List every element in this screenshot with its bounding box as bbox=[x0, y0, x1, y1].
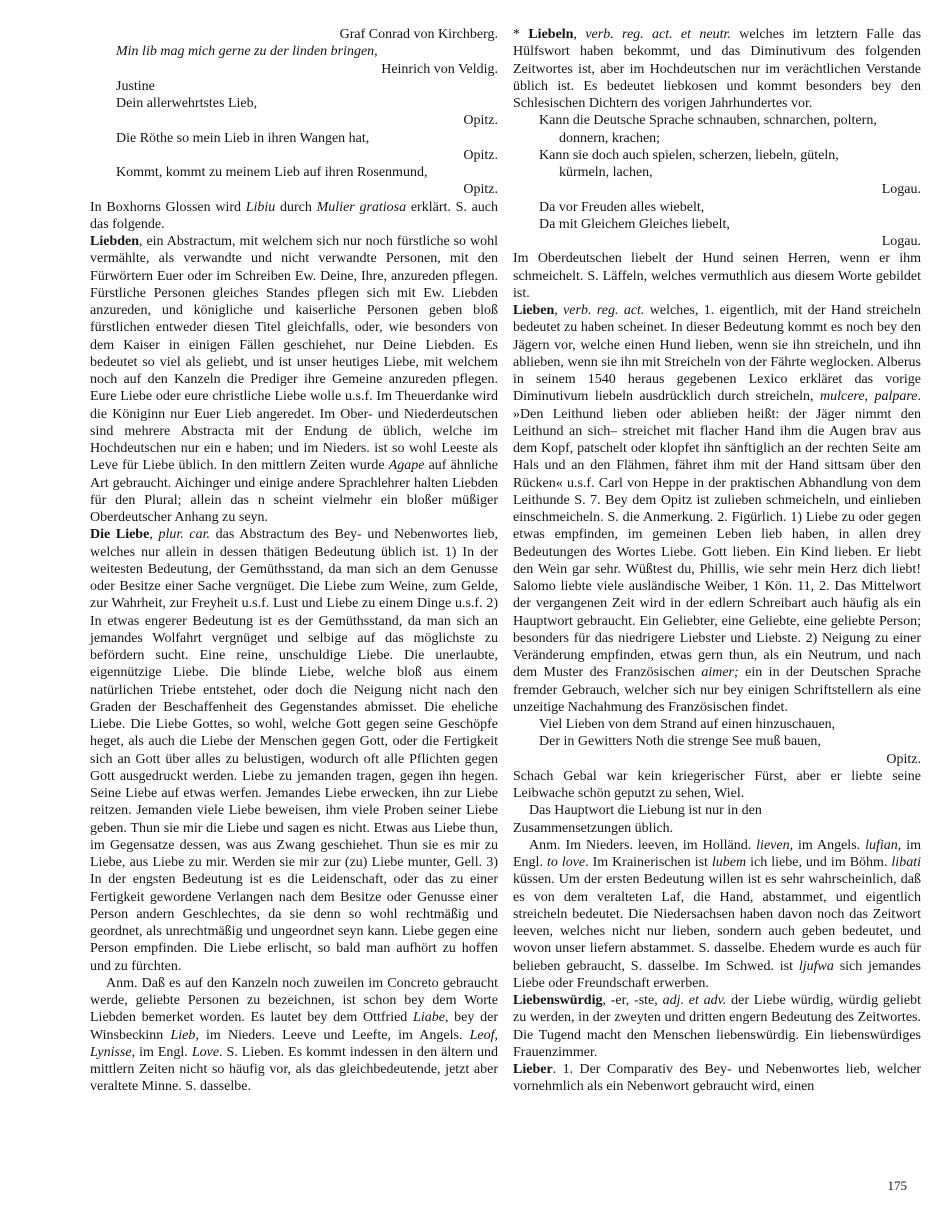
verse-line: Die Röthe so mein Lieb in ihren Wangen hat, bbox=[116, 130, 370, 146]
text-segment: küssen. Um der ersten Bedeutung willen ist es sehr wahrscheinlich, daß es von dem veralteten Laf, die Hand, abstammet, und eigentlich streicheln bedeutet. Die Niedersachsen haben davon noch das Zeitwort leeven, welches nicht nur lieben, sondern auch geben bedeutet, und wovon unser liefern abstammet. S. dasselbe. Ehedem wurde es auch für belieben gebraucht, S. dasselbe. Im Schwed. ist bbox=[513, 872, 921, 974]
verse-line: donnern, krachen; bbox=[559, 130, 661, 146]
dictionary-entry bbox=[513, 26, 921, 112]
verse-line: Kann sie doch auch spielen, scherzen, liebeln, güteln, bbox=[539, 147, 839, 163]
verse-line: Dein allerwehrtstes Lieb, bbox=[116, 96, 258, 111]
verse-line: kürmeln, lachen, bbox=[559, 165, 653, 180]
verse-line: Der in Gewitters Noth die strenge See muß bauen, bbox=[539, 734, 821, 750]
text-segment: , im Angels. bbox=[789, 837, 866, 853]
paragraph bbox=[513, 768, 921, 803]
text-segment: . S. Lieben. Es kommt indessen in den ältern und mittlern Zeiten nicht so häufig vor, als das gleichbedeutende, jetzt aber veraltete Minne. S. dasselbe. bbox=[90, 1044, 498, 1095]
text-segment: erklärt. S. auch das folgende. bbox=[90, 199, 499, 232]
verse-line: Kommt, kommt zu meinem Lieb auf ihren Rosenmund, bbox=[116, 165, 428, 180]
text-segment: , bbox=[573, 27, 586, 42]
headword: Lieber bbox=[513, 1062, 553, 1077]
text-segment: . Im Krainerischen ist bbox=[585, 855, 712, 870]
text-segment: durch bbox=[275, 199, 317, 215]
verse-line: Min lib mag mich gerne zu der linden bringen, bbox=[116, 44, 378, 60]
text-segment: , bey der Winsbeckinn bbox=[90, 1010, 498, 1043]
attribution: Heinrich von Veldig. bbox=[381, 61, 498, 77]
text-segment: Schach Gebal war kein kriegerischer Fürst, aber er liebte seine Leibwache schön geputzt zu sehen, Wiel. bbox=[513, 768, 921, 801]
page-number: 175 bbox=[887, 1178, 907, 1193]
verse-line: Kann die Deutsche Sprache schnauben, schnarchen, poltern, bbox=[539, 113, 877, 129]
text-segment: Lieb bbox=[170, 1027, 196, 1043]
dictionary-entry bbox=[513, 302, 921, 716]
text-segment: Love bbox=[191, 1044, 220, 1060]
verse-line: Viel Lieben von dem Strand auf einen hinzuschauen, bbox=[539, 717, 836, 732]
text-segment: lufian bbox=[865, 837, 898, 853]
text-segment: plur. car. bbox=[158, 527, 211, 543]
text-segment: libati bbox=[891, 855, 921, 870]
dictionary-entry bbox=[90, 233, 498, 526]
text-segment: * bbox=[513, 27, 529, 42]
text-segment: sich jemandes Liebe oder Freundschaft erwerben. bbox=[513, 958, 922, 991]
dictionary-entry bbox=[90, 526, 498, 975]
text-segment: , -er, -ste, bbox=[602, 993, 663, 1008]
text-line: Das Hauptwort die Liebung ist nur in den bbox=[529, 803, 762, 819]
text-segment: ich liebe, und im Böhm. bbox=[746, 855, 892, 870]
paragraph bbox=[513, 250, 921, 302]
text-line: Zusammensetzungen üblich. bbox=[513, 820, 674, 836]
remark-paragraph bbox=[90, 975, 498, 1096]
headword: Lieben bbox=[513, 303, 555, 318]
text-segment: , bbox=[554, 303, 564, 318]
text-segment: Agape bbox=[388, 458, 425, 474]
verse-line: Da mit Gleichem Gleiches liebelt, bbox=[539, 216, 730, 232]
text-segment: , im Engl. bbox=[131, 1044, 192, 1060]
text-segment: lieven bbox=[756, 837, 790, 853]
headword: Liebden bbox=[90, 234, 140, 249]
text-segment: Anm. Im Nieders. leeven, im Holländ. bbox=[529, 837, 757, 853]
text-segment: , im Nieders. Leeve und Leefte, im Angels. bbox=[195, 1027, 470, 1043]
text-segment: aimer; bbox=[701, 665, 739, 681]
text-segment: welches im letztern Falle das Hülfswort haben bekommt, und das Diminutivum des folgenden Zeitwortes ist, aber im Hochdeutschen nur im verächtlichen Verstande üblich ist. Es bedeutet liebkosen und kommt besonders bey den Schlesischen Dichtern des vorigen Jahrhundertes vor. bbox=[513, 27, 922, 111]
dictionary-entry bbox=[513, 992, 921, 1061]
text-segment: Anm. Daß es auf den Kanzeln noch zuweilen im Concreto gebraucht werde, geliebte Personen zu bezeichnen, ist schon bey dem Worte Liebden bemerket worden. Es lautet bey dem Ottfried bbox=[90, 975, 498, 1026]
remark-paragraph bbox=[513, 837, 921, 992]
text-segment: . 1. Der Comparativ des Bey- und Nebenwortes lieb, welcher vornehmlich als ein Nebenwort gebraucht wird, einen bbox=[513, 1062, 921, 1095]
text-segment: Im Oberdeutschen liebelt der Hund seinen Herren, wenn er ihm schmeichelt. S. Läffeln, welches vermuthlich aus diesem Worte gebildet ist. bbox=[513, 251, 921, 301]
attribution: Graf Conrad von Kirchberg. bbox=[339, 27, 498, 42]
attribution: Opitz. bbox=[463, 147, 498, 163]
text-segment: to love bbox=[546, 855, 586, 870]
text-segment: Liabe bbox=[413, 1010, 445, 1026]
text-segment: verb. reg. act. bbox=[563, 303, 645, 318]
text-segment: der Liebe würdig, würdig geliebt zu werden, in der zweyten und dritten engern Bedeutung des Zeitwortes. Die Tugend macht den Menschen liebenswürdig. Ein liebenswürdiges Frauenzimmer. bbox=[513, 993, 921, 1060]
attribution: Opitz. bbox=[463, 182, 498, 198]
headword: Liebenswürdig bbox=[513, 993, 603, 1008]
text-segment: , ein Abstractum, mit welchem sich nur noch fürstliche so wohl vermählte, als verwandte und nicht verwandte Personen, mit den Fürwörtern Euer oder im Schreiben Ew. Deine, Ihre, anzureden pflegen. Fürstliche Personen gleiches Standes pflegen sich mit Ew. Liebden anzureden, und königliche und kaiserliche Personen geben bloß fürstlichen entweder diesen Titel gleichfalls, oder, wie besonders von dem Kaiser in einigen Fällen geschiehet, nur Deine Liebden. Es bedeutet so viel als geliebt, und ist unser heutiges Liebe, mit welchem noch auf den Kanzeln die Prediger ihre Gemeine anzureden pflegen. Eure Liebe oder eure christliche Liebe wolle u.s.f. Im Theuerdanke wird die Königinn nur Euer Lieb angeredet. Im Ober- und Niederdeutschen sind mehrere Abstracta mit der Endung de üblich, welche im Hochdeutschen nur ein e haben; und im Nieders. ist so wohl Leeste als Leve für Liebe üblich. In den mittlern Zeiten wurde bbox=[90, 234, 498, 474]
verse-line: Justine bbox=[116, 78, 155, 94]
text-segment: welches, 1. eigentlich, mit der Hand streicheln bedeutet zu haben scheinet. In dieser Bedeutung kommt es noch bey den Jägern vor, welche einen Hund lieben, wenn sie ihn streicheln, und ihn ablieben, wenn sie ihn mit Streicheln von der Fährte weglocken. Alberus in seinem 1540 heraus gegebenen Lexico erkläret das vorige Diminutivum liebeln ausdrücklich durch streicheln, bbox=[513, 303, 922, 405]
text-segment: adj. et adv. bbox=[662, 993, 727, 1008]
text-segment: mulcere, palpare bbox=[819, 389, 918, 405]
text-segment: Leof, Lynisse bbox=[90, 1027, 498, 1060]
headword: Die Liebe bbox=[90, 527, 150, 543]
attribution: Logau. bbox=[881, 182, 921, 198]
attribution: Opitz. bbox=[463, 113, 498, 129]
attribution: Opitz. bbox=[886, 751, 921, 767]
right-column bbox=[513, 26, 921, 1096]
left-column bbox=[90, 26, 498, 1096]
headword: Liebeln bbox=[528, 27, 574, 42]
text-segment: ljufwa bbox=[798, 958, 834, 974]
text-segment: . »Den Leithund lieben oder ablieben heißt: der Jäger nimmt den Leithund an sich– streichet mit flacher Hand ihm die Augen brav aus dem Kopf, patschelt oder klopfet ihn sänftiglich an der rechten Seite am Hals und an den Flähmen, fähret ihm mit der Hand sittsam über den Rücken« u.s.f. Carl von Heppe in der praktischen Abhandlung von dem Leithunde S. 7. Bey dem Opitz ist zulieben schmeicheln, und einlieben einschmeicheln. S. die Anmerkung. 2. Figürlich. 1) Liebe zu oder gegen etwas empfinden, im gemeinen Leben lieb haben, in allen drey Bedeutungen des Wortes Liebe. Gott lieben. Ein Kind lieben. Er liebt den Wein gar sehr. Wüßtest du, Phillis, wie sehr mein Herz dich liebt! Salomo liebte viele ausländische Weiber, 1 Kön. 11, 2. Das Mittelwort der vergangenen Zeit wird in der edlern Schreibart auch häufig als ein Hauptwort gebraucht. Ein Geliebter, eine Geliebte, eine geliebte Person; besonders für das niedrigere Liebster und Liebste. 2) Neigung zu einer Veränderung empfinden, etwas gern thun, als ein Neutrum, und nach dem Muster des Französischen bbox=[513, 389, 922, 681]
attribution: Logau. bbox=[881, 234, 921, 249]
text-segment: In Boxhorns Glossen wird bbox=[90, 199, 246, 215]
text-segment: , bbox=[149, 527, 159, 543]
paragraph bbox=[90, 199, 498, 234]
text-segment: verb. reg. act. et neutr. bbox=[585, 27, 731, 42]
text-segment: , im Engl. bbox=[513, 837, 922, 870]
dictionary-entry bbox=[513, 1061, 921, 1096]
verse-line: Da vor Freuden alles wiebelt, bbox=[539, 199, 705, 215]
text-segment: auf ähnliche Art gebraucht. Aichinger und einige andere Sprachlehrer halten Liebden für den Plural; allein das n scheint vielmehr ein bloßer müßiger Oberdeutscher Anhang zu seyn. bbox=[90, 458, 498, 525]
text-segment: Libiu bbox=[245, 199, 276, 215]
text-segment: ein in der Deutschen Sprache fremder Gebrauch, welcher sich nur bey einigen Schriftstellern als eine unzeitige Nachahmung des Französischen findet. bbox=[513, 665, 921, 715]
text-segment: das Abstractum des Bey- und Nebenwortes lieb, welches nur allein in dessen thätigen Bedeutung üblich ist. 1) In der weitesten Bedeutung, der Gemüthsstand, da man sich an dem Genusse oder Besitze einer Sache vergnüget. Die Liebe zum Weine, zum Gelde, zur Wahrheit, zur Freyheit u.s.f. Lust und Liebe zu einem Dinge u.s.f. 2) In etwas engerer Bedeutung ist es der Gemüthsstand, da man sich an jemandes Wolfahrt vergnüget und selbige auf das möglichste zu befördern sucht. Eine reine, unschuldige Liebe. Die unerlaubte, eigennützige Liebe. Die blinde Liebe, welche bloß aus einem natürlichen Triebe entstehet, oder doch die Neigung nicht nach den Graden der Beschaffenheit des Gegenstandes abmisset. Die eheliche Liebe. Die Liebe Gottes, so wohl, welche Gott gegen seine Geschöpfe heget, als auch die Liebe der Menschen gegen Gott, oder die Fertigkeit sich an Gott über alles zu belustigen, wodurch oft alle Pflichten gegen Gott ausgedruckt werden. Liebe zu jemanden tragen, gegen ihn hegen. Seine Liebe auf etwas werfen. Jemandes Liebe erwecken, ihn zur Liebe reitzen. Jemanden viele Liebe beweisen, ihm viele Proben seiner Liebe geben. Thun sie mir die Liebe und sagen es nicht. Etwas aus Liebe thun, im Gegensatze dessen, was aus Zwang geschiehet. Thun sie es mir zu Liebe, aus Liebe zu mir. Werden sie mir zur (zu) Liebe munter, Gell. 3) In der engsten Bedeutung ist es die Leidenschaft, oder das zu einer Fertigkeit gewordene Verlangen nach dem Besitze oder Genusse einer Person andern Geschlechtes, da sie denn so wohl rechtmäßig und geordnet, als unrechtmäßig und ungeordnet seyn kann. Liebe gegen eine Person empfinden. Die Liebe erlischt, so bald man aufhört zu hoffen und zu fürchten. bbox=[90, 527, 498, 974]
text-segment: Mulier gratiosa bbox=[316, 199, 407, 215]
text-segment: lubem bbox=[711, 855, 747, 870]
